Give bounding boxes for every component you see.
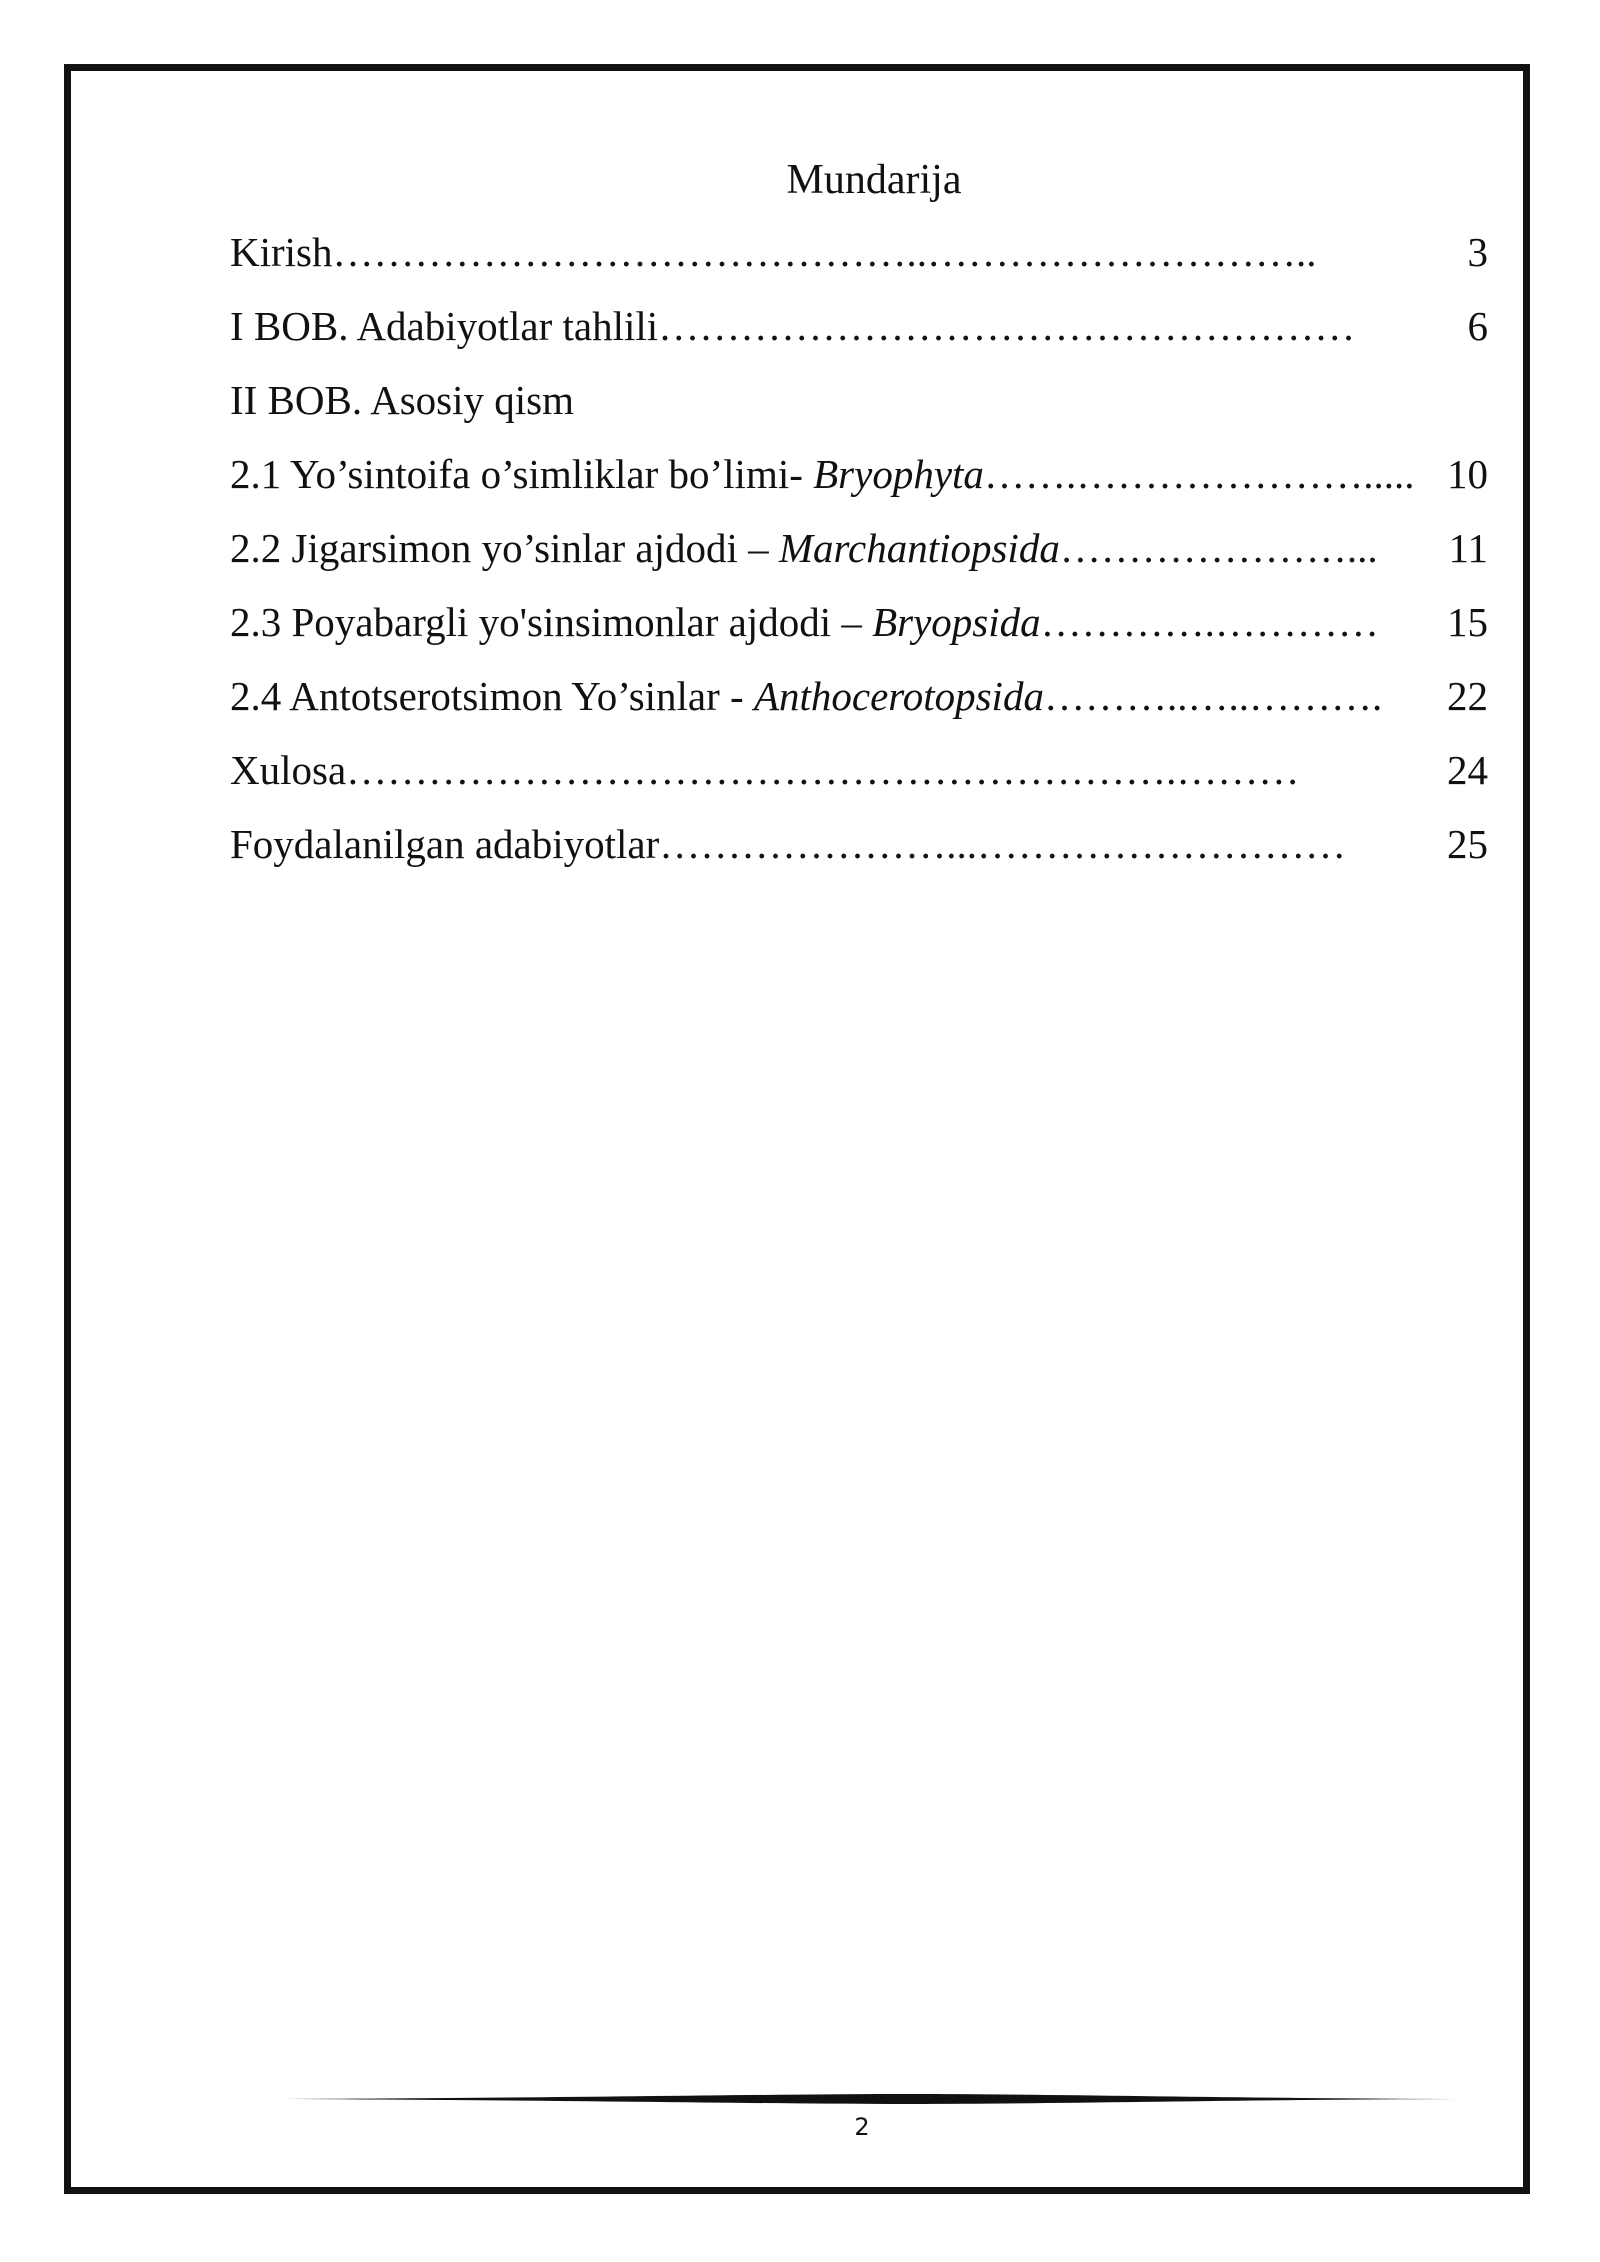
toc-dot-leader: …………………... [1059, 525, 1378, 571]
toc-title-text: Mundarija [786, 157, 962, 203]
toc-dot-leader: …………………...……………………… [659, 821, 1346, 867]
toc-dot-leader: …….…………………..... [983, 451, 1415, 497]
toc-page-number: 10 [1447, 451, 1488, 497]
footer-divider [270, 2092, 1455, 2106]
toc-page-number: 3 [1467, 229, 1488, 275]
toc-page-number: 15 [1447, 599, 1488, 645]
toc-entry-label: 2.1 Yo’sintoifa o’simliklar bo’limi- Bryophyta [230, 451, 984, 497]
toc-entry-label: Xulosa [230, 747, 347, 793]
toc-entry-label: Kirish [230, 229, 333, 275]
toc-page-number: 24 [1447, 747, 1488, 793]
toc-entry-2-4[interactable] [230, 666, 1488, 740]
toc-page-number: 11 [1448, 525, 1488, 571]
toc-entry-label: 2.3 Poyabargli yo'sinsimonlar ajdodi – Bryopsida [230, 599, 1041, 645]
toc-entry-xulosa[interactable] [230, 740, 1488, 814]
toc-entry-label: I BOB. Adabiyotlar tahlili [230, 303, 659, 349]
toc-page-number: 6 [1467, 303, 1488, 349]
toc-dot-leader: …………………………………………… [658, 303, 1356, 349]
toc-dot-leader: ………..…..………. [1043, 673, 1383, 719]
page-number: 2 [854, 2113, 870, 2141]
toc-entry-2-1[interactable] [230, 444, 1488, 518]
toc-entry-kirish[interactable] [230, 222, 1488, 296]
toc-entry-adabiyotlar-tahlili[interactable] [230, 296, 1488, 370]
toc-page-number: 25 [1447, 821, 1488, 867]
toc-page-number: 22 [1447, 673, 1488, 719]
toc-entry-2-3[interactable] [230, 592, 1488, 666]
toc-dot-leader: ……………………………………..……………………….. [332, 229, 1317, 275]
footer-page-number [0, 2112, 1600, 2142]
toc-title [0, 150, 1600, 210]
toc-entry-2-2[interactable] [230, 518, 1488, 592]
toc-entry-label: II BOB. Asosiy qism [230, 377, 574, 423]
toc-dot-leader: …………………………………………………….……… [346, 747, 1300, 793]
toc-entry-asosiy-qism[interactable] [230, 370, 1488, 444]
toc-entry-foydalanilgan-adabiyotlar[interactable] [230, 814, 1488, 888]
toc-dot-leader: ………….………… [1040, 599, 1379, 645]
toc-entry-label: 2.4 Antotserotsimon Yo’sinlar - Anthocerotopsida [230, 673, 1044, 719]
toc-entry-label: 2.2 Jigarsimon yo’sinlar ajdodi – Marchantiopsida [230, 525, 1060, 571]
table-of-contents [230, 222, 1488, 888]
toc-entry-label: Foydalanilgan adabiyotlar [230, 821, 660, 867]
